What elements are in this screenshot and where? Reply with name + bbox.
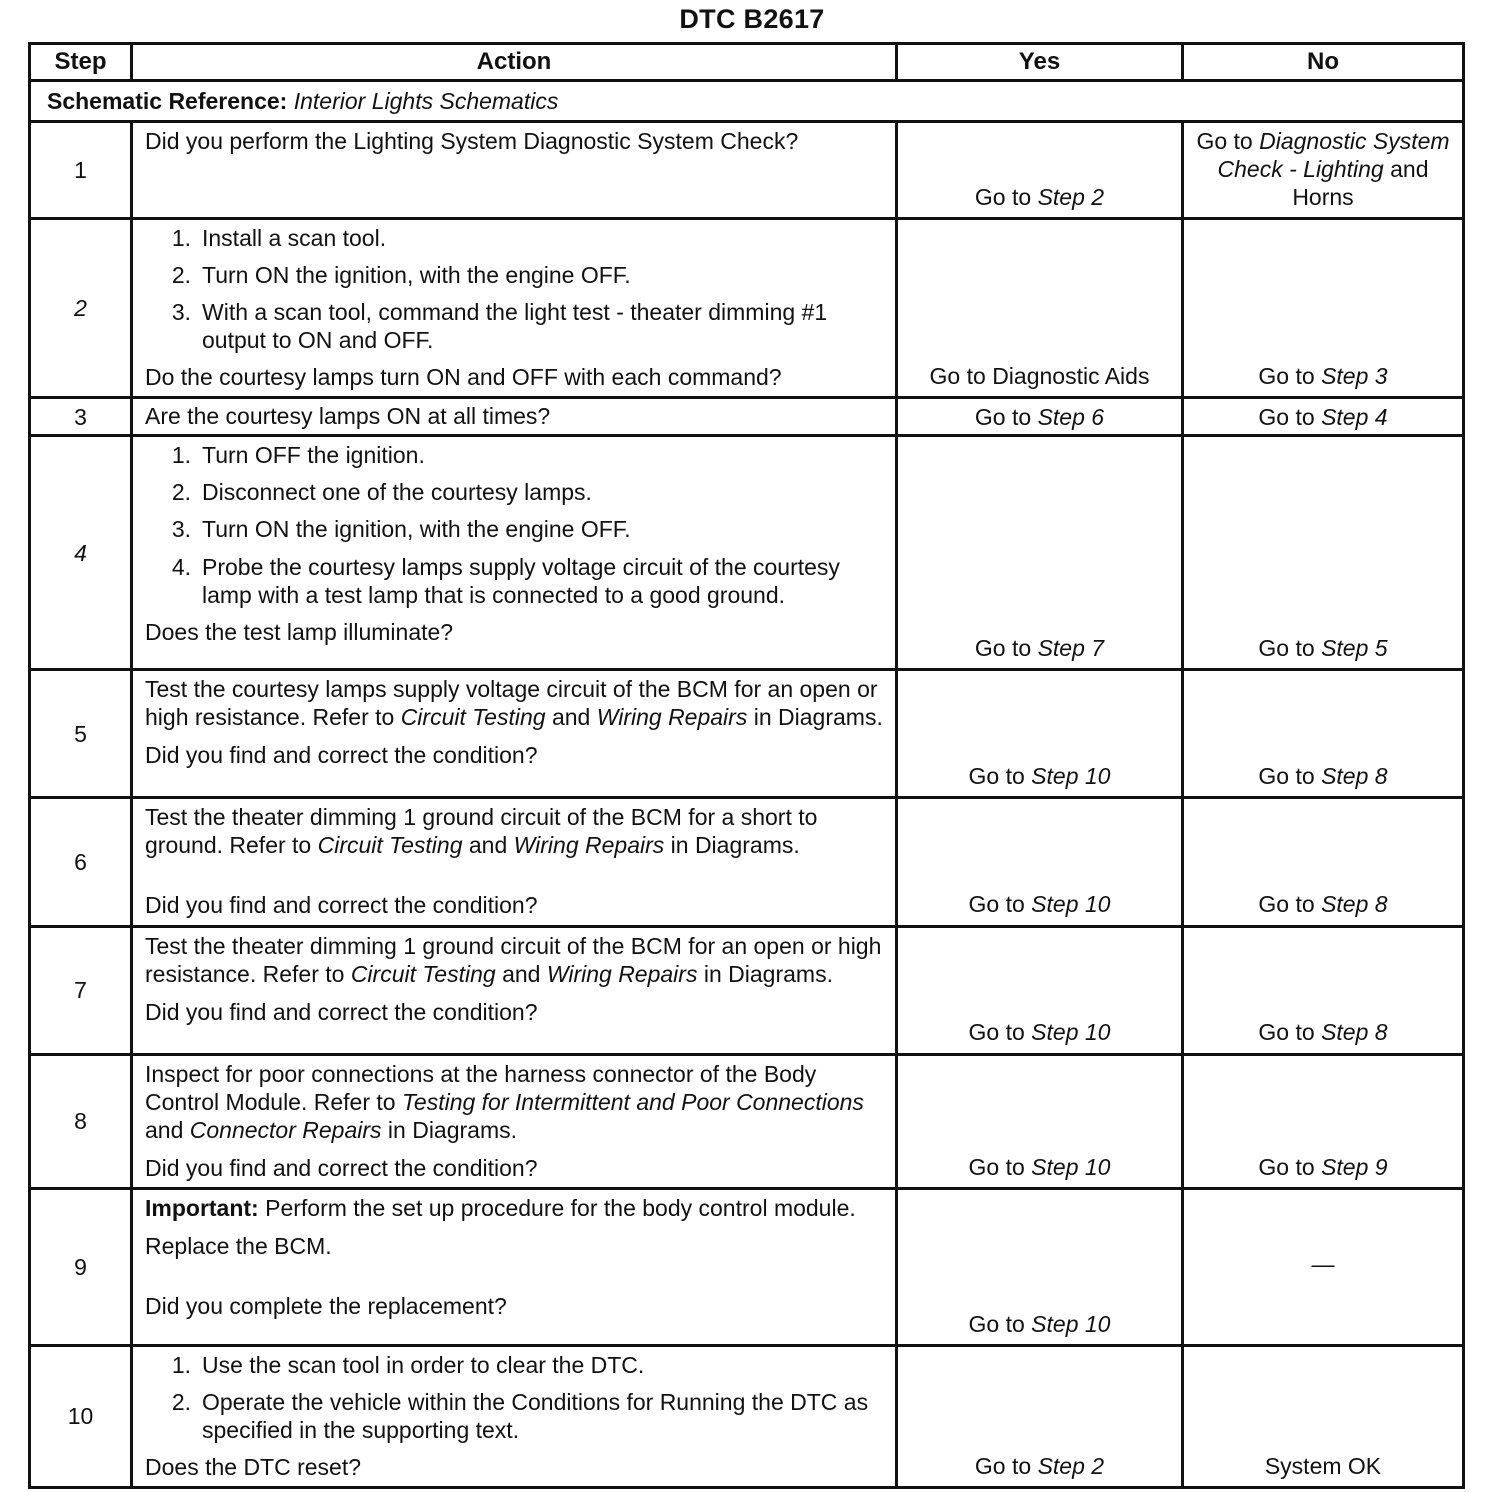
step-number	[30, 219, 132, 398]
list-item-text: Install a scan tool.	[202, 225, 387, 252]
table-row	[30, 926, 1464, 1054]
step-number-text: 4	[74, 539, 87, 566]
list-item: 2. Operate the vehicle within the Conditions for Running the DTC as specified in the supporting text.	[171, 1388, 869, 1443]
yes-link[interactable]: Go to Diagnostic Aids	[929, 363, 1150, 390]
action-text: Inspect for poor connections at the harness connector of the Body Control Module. Refer to Testing for Intermittent and Poor Connections and Connector Repairs in Diagrams.	[145, 1060, 864, 1143]
yes-link[interactable]: Step 2	[1037, 1452, 1105, 1479]
table-row	[30, 398, 1464, 436]
step-number: 7	[30, 926, 132, 1054]
action-cell	[132, 398, 897, 436]
question: Did you perform the Lighting System Diagnostic System Check?	[145, 128, 799, 154]
important-label: Important:	[145, 1194, 259, 1221]
table-row	[30, 122, 1464, 219]
step-number: 8	[30, 1054, 132, 1188]
no-cell	[1183, 1054, 1464, 1188]
action-text: Test the courtesy lamps supply voltage circuit of the BCM for an open or high resistance. Refer to Circuit Testing and Wiring Repairs in Diagrams.	[145, 676, 883, 731]
no-link[interactable]: Step 5	[1321, 635, 1388, 662]
step-number: 5	[30, 670, 132, 798]
action-cell	[132, 1188, 897, 1345]
no-cell	[1183, 670, 1464, 798]
schematic-link[interactable]: Interior Lights Schematics	[293, 87, 559, 114]
list-item: 1. Install a scan tool.	[171, 225, 387, 252]
yes-link[interactable]: Step 6	[1037, 404, 1105, 431]
no-prefix: Go to	[1258, 404, 1315, 431]
table-row	[30, 1188, 1464, 1345]
no-prefix: Go to	[1258, 891, 1315, 918]
yes-cell	[897, 398, 1183, 436]
no-prefix: Go to	[1258, 363, 1315, 390]
list-item-text: Turn OFF the ignition.	[202, 442, 425, 469]
ref-link[interactable]: Circuit Testing	[350, 960, 496, 987]
list-item-text: With a scan tool, command the light test - theater dimming #1 output to ON and OFF.	[202, 299, 828, 354]
no-link[interactable]: Step 8	[1321, 891, 1388, 918]
table-row	[30, 219, 1464, 398]
table-row	[30, 436, 1464, 670]
header-no: No	[1183, 44, 1464, 81]
question: Are the courtesy lamps ON at all times?	[145, 403, 551, 430]
yes-cell	[897, 436, 1183, 670]
header-step: Step	[30, 44, 132, 81]
no-prefix: Go to	[1196, 128, 1253, 154]
step-number	[30, 436, 132, 670]
ref-link[interactable]: Circuit Testing	[317, 832, 463, 859]
no-link[interactable]: Step 8	[1321, 1019, 1388, 1046]
yes-prefix: Go to	[974, 1452, 1032, 1479]
list-item-text: Turn ON the ignition, with the engine OFF.	[202, 262, 631, 289]
action-cell	[132, 122, 897, 219]
action-text: Test the theater dimming 1 ground circuit of the BCM for a short to ground. Refer to Circuit Testing and Wiring Repairs in Diagrams.	[145, 804, 818, 859]
yes-cell	[897, 670, 1183, 798]
step-number-text: 2	[74, 295, 87, 322]
yes-prefix: Go to	[974, 184, 1032, 211]
yes-prefix: Go to	[968, 1310, 1025, 1337]
no-result: System OK	[1264, 1452, 1382, 1479]
no-cell	[1183, 1188, 1464, 1345]
yes-cell	[897, 1054, 1183, 1188]
table-row	[30, 1054, 1464, 1188]
ref-link[interactable]: Connector Repairs	[189, 1116, 382, 1143]
yes-prefix: Go to	[974, 635, 1032, 662]
list-item: 2. Turn ON the ignition, with the engine OFF.	[171, 262, 631, 289]
no-cell	[1183, 926, 1464, 1054]
ref-link[interactable]: Wiring Repairs	[596, 704, 748, 731]
yes-link[interactable]: Step 7	[1037, 635, 1105, 662]
action-steps	[145, 224, 887, 354]
no-link[interactable]: Diagnostic System Check - Lighting	[1217, 128, 1450, 183]
yes-cell	[897, 219, 1183, 398]
no-cell	[1183, 219, 1464, 398]
action-cell	[132, 670, 897, 798]
question: Did you find and correct the condition?	[145, 742, 538, 769]
yes-link[interactable]: Step 10	[1031, 1153, 1111, 1180]
question: Did you find and correct the condition?	[145, 998, 538, 1025]
no-link[interactable]: Step 9	[1321, 1153, 1388, 1180]
action-cell	[132, 1345, 897, 1487]
list-item-text: Operate the vehicle within the Conditions for Running the DTC as specified in the supporting text.	[202, 1388, 869, 1443]
table-row	[30, 670, 1464, 798]
question: Did you complete the replacement?	[145, 1292, 507, 1319]
yes-prefix: Go to	[968, 891, 1025, 918]
yes-prefix: Go to	[974, 404, 1032, 431]
action-steps	[145, 441, 887, 608]
yes-link[interactable]: Step 10	[1031, 1310, 1111, 1337]
yes-link[interactable]: Step 10	[1031, 763, 1111, 790]
action-cell	[132, 798, 897, 926]
yes-link[interactable]: Step 10	[1031, 1019, 1111, 1046]
yes-prefix: Go to	[968, 763, 1025, 790]
yes-link[interactable]: Step 10	[1031, 891, 1111, 918]
action-cell	[132, 436, 897, 670]
table-row	[30, 798, 1464, 926]
yes-cell	[897, 122, 1183, 219]
question: Does the test lamp illuminate?	[145, 618, 454, 645]
step-number: 3	[30, 398, 132, 436]
action-line: Replace the BCM.	[145, 1232, 332, 1259]
no-dash: —	[1311, 1250, 1335, 1277]
diagnostic-table	[28, 42, 1465, 1489]
no-link[interactable]: Step 4	[1321, 404, 1388, 431]
list-item: 3. With a scan tool, command the light test - theater dimming #1 output to ON and OFF.	[171, 299, 828, 354]
list-item-text: Probe the courtesy lamps supply voltage circuit of the courtesy lamp with a test lamp that is connected to a good ground.	[202, 553, 840, 608]
action-steps	[145, 1351, 887, 1444]
yes-cell	[897, 926, 1183, 1054]
question: Does the DTC reset?	[145, 1453, 362, 1480]
no-prefix: Go to	[1258, 763, 1315, 790]
header-yes: Yes	[897, 44, 1183, 81]
yes-prefix: Go to	[968, 1153, 1025, 1180]
list-item-text: Use the scan tool in order to clear the DTC.	[202, 1351, 645, 1378]
step-number: 6	[30, 798, 132, 926]
step-number: 9	[30, 1188, 132, 1345]
yes-cell	[897, 1345, 1183, 1487]
no-prefix: Go to	[1258, 1019, 1315, 1046]
action-cell	[132, 1054, 897, 1188]
no-suffix: and Horns	[1292, 156, 1429, 211]
no-cell	[1183, 798, 1464, 926]
ref-link[interactable]: Wiring Repairs	[546, 960, 698, 987]
list-item: 1. Use the scan tool in order to clear the DTC.	[171, 1351, 645, 1378]
list-item-text: Disconnect one of the courtesy lamps.	[202, 479, 592, 506]
yes-cell	[897, 1188, 1183, 1345]
no-cell	[1183, 398, 1464, 436]
step-number: 10	[30, 1345, 132, 1487]
important-note: Important: Perform the set up procedure for the body control module.	[145, 1194, 856, 1221]
step-number: 1	[30, 122, 132, 219]
ref-link[interactable]: Circuit Testing	[400, 704, 546, 731]
ref-link[interactable]: Testing for Intermittent and Poor Connections	[401, 1088, 864, 1115]
no-cell	[1183, 436, 1464, 670]
no-link[interactable]: Step 8	[1321, 763, 1388, 790]
table-row	[30, 1345, 1464, 1487]
action-cell	[132, 926, 897, 1054]
schematic-row	[30, 81, 1464, 122]
list-item: 1. Turn OFF the ignition.	[171, 442, 425, 469]
no-link[interactable]: Step 3	[1321, 363, 1388, 390]
header-action: Action	[132, 44, 897, 81]
no-cell	[1183, 122, 1464, 219]
no-prefix: Go to	[1258, 1153, 1315, 1180]
yes-link[interactable]: Step 2	[1037, 184, 1105, 211]
header-row	[30, 44, 1464, 81]
yes-prefix: Go to	[968, 1019, 1025, 1046]
list-item-text: Turn ON the ignition, with the engine OFF.	[202, 516, 631, 543]
list-item: 2. Disconnect one of the courtesy lamps.	[171, 479, 592, 506]
no-prefix: Go to	[1258, 635, 1315, 662]
action-text: Test the theater dimming 1 ground circuit of the BCM for an open or high resistance. Refer to Circuit Testing and Wiring Repairs in Diagrams.	[145, 932, 882, 987]
question: Do the courtesy lamps turn ON and OFF with each command?	[145, 364, 782, 391]
question: Did you find and correct the condition?	[145, 892, 538, 919]
ref-link[interactable]: Wiring Repairs	[513, 832, 665, 859]
schematic-label: Schematic Reference:	[47, 87, 288, 114]
page-title: DTC B2617	[679, 4, 825, 34]
list-item: 4. Probe the courtesy lamps supply voltage circuit of the courtesy lamp with a test lamp that is connected to a good ground.	[171, 553, 840, 608]
no-cell	[1183, 1345, 1464, 1487]
list-item: 3. Turn ON the ignition, with the engine OFF.	[171, 516, 631, 543]
yes-cell	[897, 798, 1183, 926]
action-cell	[132, 219, 897, 398]
question: Did you find and correct the condition?	[145, 1154, 538, 1181]
